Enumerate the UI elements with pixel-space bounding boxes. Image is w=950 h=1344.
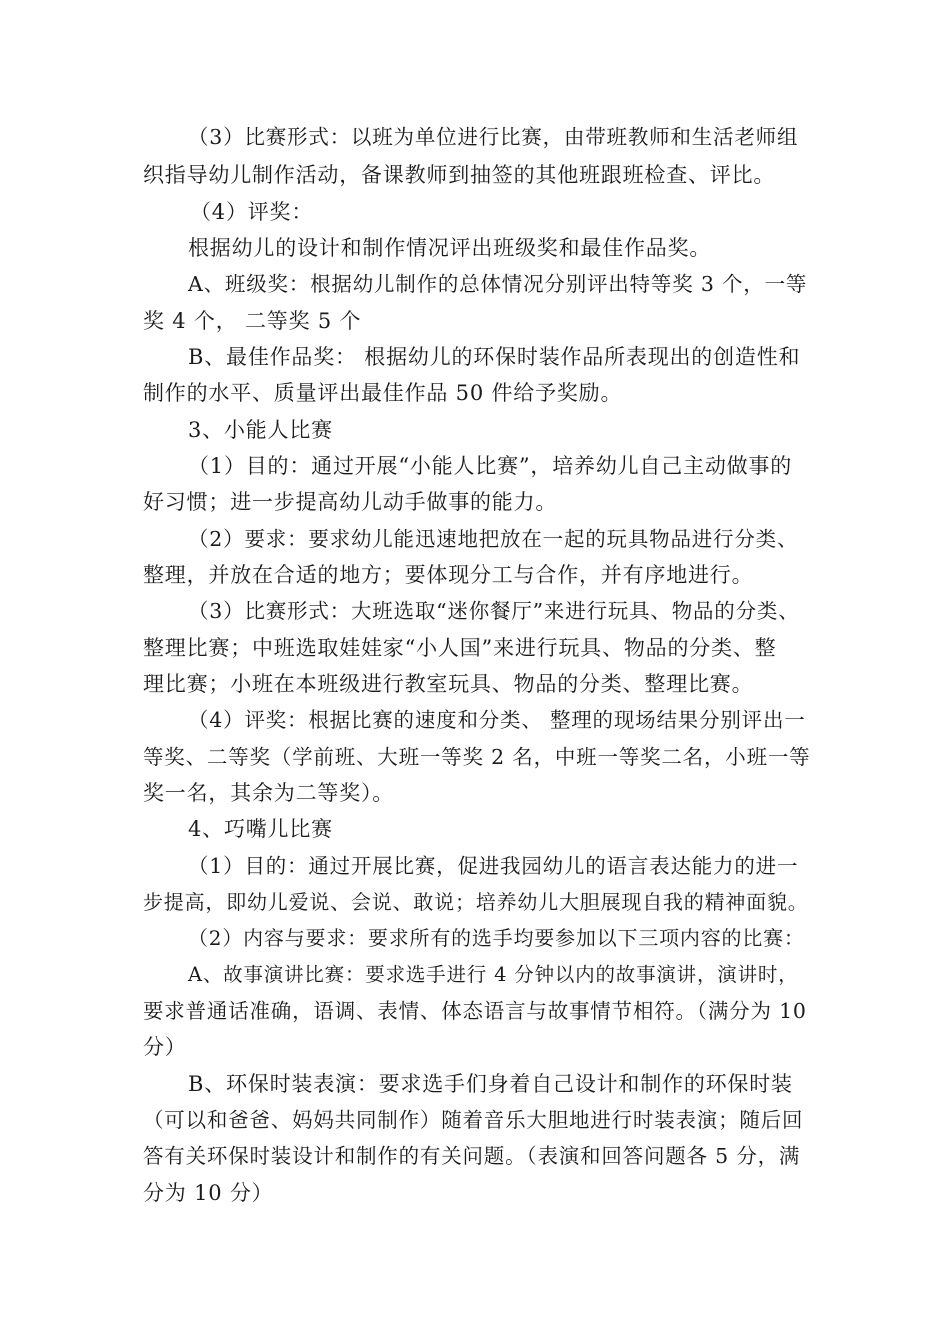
text-line: （2）内容与要求：要求所有的选手均要参加以下三项内容的比赛： [188, 926, 805, 950]
text-line: A、班级奖：根据幼儿制作的总体情况分别评出特等奖 3 个，一等 [188, 272, 808, 296]
text-line: （3）比赛形式：大班选取“迷你餐厅”来进行玩具、物品的分类、 [188, 599, 800, 623]
text-line: 答有关环保时装设计和制作的有关问题。（表演和回答问题各 5 分，满 [143, 1144, 801, 1168]
text-line: 等奖、二等奖（学前班、大班一等奖 2 名，中班一等奖二名，小班一等 [143, 745, 811, 769]
text-line: 分） [143, 1035, 187, 1059]
section-heading: 4、巧嘴儿比赛 [188, 817, 333, 841]
text-line: 好习惯；进一步提高幼儿动手做事的能力。 [143, 490, 558, 514]
text-line: （4）评奖： [190, 200, 314, 224]
text-line: 奖 4 个， 二等奖 5 个 [143, 309, 362, 333]
text-line: （可以和爸爸、妈妈共同制作）随着音乐大胆地进行时装表演；随后回 [143, 1108, 804, 1132]
text-line: 奖一名，其余为二等奖）。 [143, 781, 395, 805]
text-line: 要求普通话准确，语调、表情、体态语言与故事情节相符。（满分为 10 [143, 999, 807, 1023]
text-line: 整理比赛；中班选取娃娃家“小人国”来进行玩具、物品的分类、整 [143, 636, 777, 660]
text-line: （3）比赛形式：以班为单位进行比赛，由带班教师和生活老师组 [188, 125, 799, 149]
text-line: 制作的水平、质量评出最佳作品 50 件给予奖励。 [143, 381, 623, 405]
section-heading: 3、小能人比赛 [188, 418, 333, 442]
text-line: （1）目的：通过开展比赛，促进我园幼儿的语言表达能力的进一 [188, 854, 799, 878]
text-line: 整理，并放在合适的地方；要体现分工与合作，并有序地进行。 [143, 563, 754, 587]
text-line: 根据幼儿的设计和制作情况评出班级奖和最佳作品奖。 [188, 236, 712, 260]
text-line: 步提高，即幼儿爱说、会说、敢说；培养幼儿大胆展现自我的精神面貌。 [143, 890, 809, 914]
text-line: B、最佳作品奖： 根据幼儿的环保时装作品所表现出的创造性和 [188, 345, 801, 369]
text-line: （1）目的：通过开展“小能人比赛”，培养幼儿自己主动做事的 [188, 454, 793, 478]
text-line: 分为 10 分） [143, 1181, 274, 1205]
text-line: A、故事演讲比赛：要求选手进行 4 分钟以内的故事演讲，演讲时， [188, 963, 799, 986]
text-line: （2）要求：要求幼儿能迅速地把放在一起的玩具物品进行分类、 [188, 527, 799, 551]
text-line: （4）评奖：根据比赛的速度和分类、 整理的现场结果分别评出一 [188, 708, 806, 732]
text-line: 织指导幼儿制作活动，备课教师到抽签的其他班跟班检查、评比。 [143, 163, 776, 187]
text-line: B、环保时装表演：要求选手们身着自己设计和制作的环保时装 [188, 1072, 793, 1096]
text-line: 理比赛；小班在本班级进行教室玩具、物品的分类、整理比赛。 [143, 672, 754, 696]
